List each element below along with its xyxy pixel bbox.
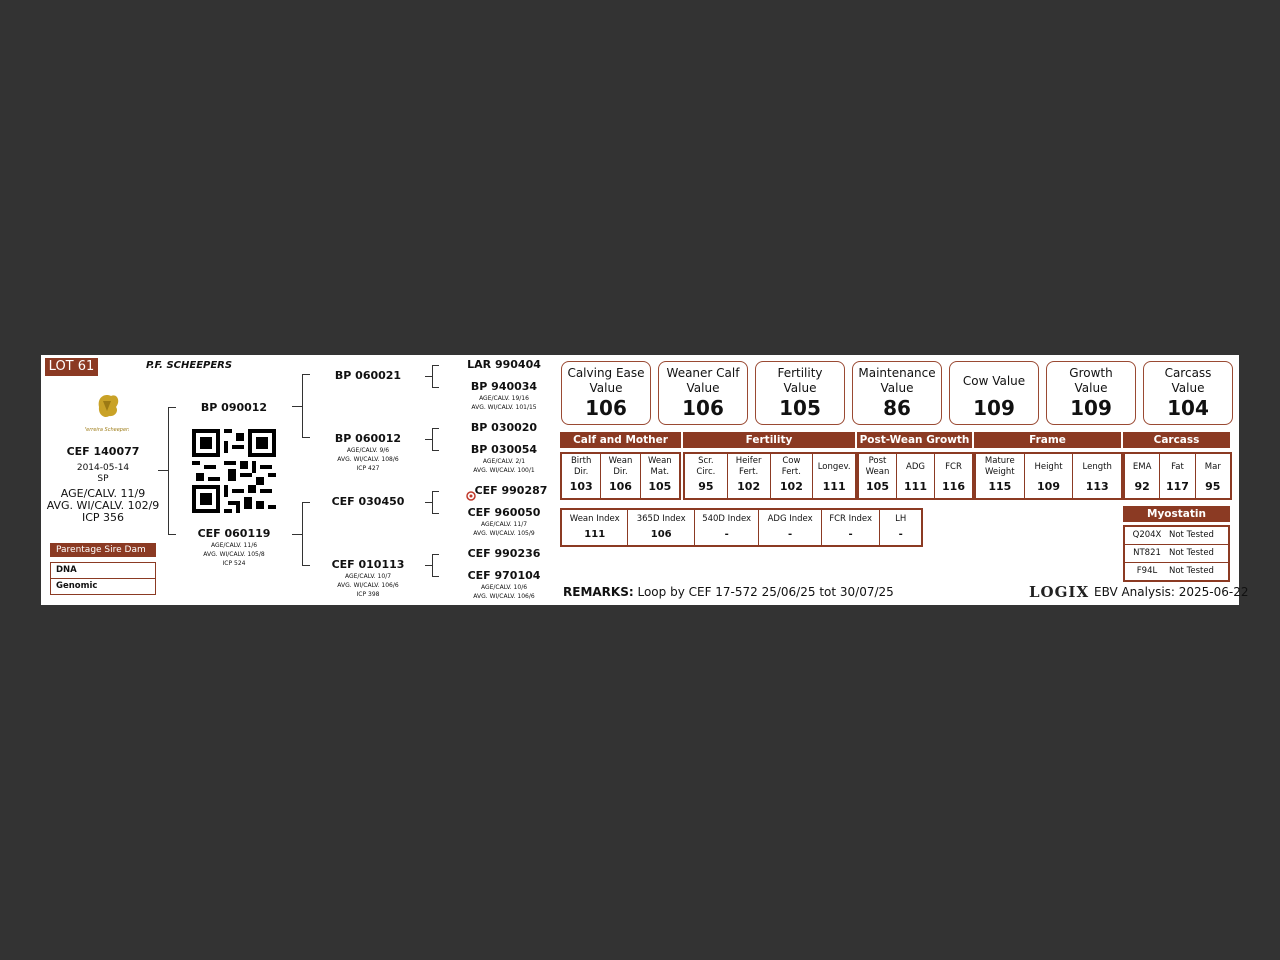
group-header-frame: Frame <box>974 432 1121 448</box>
index-value: - <box>724 529 729 540</box>
value-title-line2: Value <box>1074 381 1108 395</box>
ebv-value: 102 <box>779 480 803 493</box>
value-box-title <box>1047 366 1135 396</box>
value-title-line1: Growth <box>1069 366 1113 380</box>
ebv-cell <box>859 454 897 498</box>
myostatin-row <box>1125 545 1228 563</box>
cow-value-box <box>949 361 1039 425</box>
myostatin-row <box>1125 563 1228 580</box>
ebv-label: Longev. <box>817 461 851 472</box>
index-label: LH <box>895 513 907 524</box>
ebv-label: Mar <box>1204 461 1221 472</box>
sire-dam-age-calv: AGE/CALV. 9/6 <box>346 447 390 454</box>
dds-id: CEF 990236 <box>467 547 541 560</box>
sire-dam-avg-wi: AVG. WI/CALV. 108/6 <box>337 456 399 463</box>
lot-badge: LOT 61 <box>45 358 98 376</box>
value-title-line2: Value <box>880 381 914 395</box>
logix-logo: LOGIX <box>1029 583 1090 601</box>
group-post-wean <box>857 452 974 500</box>
value-box-number: 104 <box>1167 396 1209 420</box>
ebv-value: 106 <box>609 480 632 493</box>
value-box-number: 106 <box>585 396 627 420</box>
myostatin-gene: NT821 <box>1133 548 1161 558</box>
dam-dam-id: CEF 010113 <box>331 558 405 571</box>
index-cell <box>562 510 628 545</box>
ebv-label: Heifer Fert. <box>735 456 762 477</box>
dsd-id: CEF 960050 <box>467 506 541 519</box>
value-title-line1: Maintenance <box>858 366 936 380</box>
index-value: 106 <box>650 529 672 540</box>
ebv-label: Scr. Circ. <box>696 456 716 477</box>
ebv-cell <box>1073 454 1121 498</box>
value-box-number: 105 <box>779 396 821 420</box>
ebv-label: Birth Dir. <box>570 456 592 477</box>
myostatin-result: Not Tested <box>1169 548 1214 558</box>
value-box-title <box>756 366 844 396</box>
ebv-value: 117 <box>1166 480 1189 493</box>
parentage-table <box>50 543 156 595</box>
ebv-cell <box>935 454 972 498</box>
value-box-title <box>853 366 941 396</box>
ebv-value: 95 <box>1205 480 1221 493</box>
dam-id: CEF 060119 <box>197 527 271 540</box>
index-label: ADG Index <box>767 513 813 524</box>
animal-icp: ICP 356 <box>81 511 125 524</box>
sdd-id: BP 030054 <box>470 443 538 456</box>
dam-sire-id: CEF 030450 <box>331 495 405 508</box>
value-box-number: 109 <box>973 396 1015 420</box>
qr-code[interactable] <box>192 429 276 517</box>
sire-sire-id: BP 060021 <box>334 369 402 382</box>
ebv-value: 111 <box>822 480 846 493</box>
ebv-cell <box>813 454 855 498</box>
parentage-row-genomic: Genomic <box>50 579 156 595</box>
dam-icp: ICP 524 <box>222 560 246 567</box>
ddd-id: CEF 970104 <box>467 569 541 582</box>
value-box-title <box>562 366 650 396</box>
ebv-cell <box>897 454 935 498</box>
value-box-number: 109 <box>1070 396 1112 420</box>
ebv-value: 115 <box>988 480 1012 493</box>
ebv-cell <box>641 454 679 498</box>
ebv-label: Fat <box>1171 461 1184 472</box>
value-box-number: 106 <box>682 396 724 420</box>
carcass-value-box <box>1143 361 1233 425</box>
ssd-age-calv: AGE/CALV. 19/16 <box>479 395 529 402</box>
value-title-line1: Fertility <box>777 366 823 380</box>
ebv-label: Mature Weight <box>984 456 1015 477</box>
ebv-value: 111 <box>904 480 927 493</box>
value-title-line1: Calving Ease <box>567 366 645 380</box>
ebv-label: Wean Dir. <box>608 456 633 477</box>
animal-age-calv: AGE/CALV. 11/9 <box>60 487 146 500</box>
lot-card <box>41 355 1249 605</box>
remarks-text: Loop by CEF 17-572 25/06/25 tot 30/07/25 <box>637 585 894 599</box>
logo-text: Ferreira Scheepers <box>85 427 129 433</box>
myostatin-header: Myostatin <box>1123 506 1230 522</box>
ebv-value: 113 <box>1085 480 1109 493</box>
animal-dob: 2014-05-14 <box>76 463 130 473</box>
group-frame <box>974 452 1123 500</box>
value-title-line1: Carcass <box>1164 366 1212 380</box>
ebv-cell <box>771 454 814 498</box>
value-box-title <box>659 366 747 396</box>
index-cell <box>628 510 694 545</box>
value-title-line2: Value <box>686 381 720 395</box>
group-fertility <box>683 452 857 500</box>
value-box-title <box>950 366 1038 396</box>
group-header-post-wean: Post-Wean Growth <box>857 432 972 448</box>
maintenance-value-box <box>852 361 942 425</box>
calving-ease-value-box <box>561 361 651 425</box>
index-cell <box>759 510 821 545</box>
index-value: - <box>898 529 903 540</box>
myostatin-gene: F94L <box>1136 566 1158 576</box>
value-box-title <box>1144 366 1232 396</box>
ssd-id: BP 940034 <box>470 380 538 393</box>
ebv-value: 92 <box>1134 480 1150 493</box>
breeder-name: P.F. SCHEEPERS <box>146 360 233 371</box>
value-title-line2: Value <box>589 381 623 395</box>
ebv-label: Length <box>1082 461 1112 472</box>
ebv-label: EMA <box>1132 461 1152 472</box>
sss-id: LAR 990404 <box>467 358 541 371</box>
ebv-label: ADG <box>906 461 925 472</box>
index-label: FCR Index <box>829 513 873 524</box>
ebv-value: 116 <box>942 480 965 493</box>
ebv-value: 109 <box>1037 480 1060 493</box>
dsd-avg-wi: AVG. WI/CALV. 105/9 <box>473 530 535 537</box>
remarks <box>563 585 894 599</box>
parentage-header: Parentage Sire Dam <box>50 543 156 557</box>
dam-age-calv: AGE/CALV. 11/6 <box>210 542 258 549</box>
ebv-cell <box>1196 454 1230 498</box>
group-header-calf-mother: Calf and Mother <box>560 432 681 448</box>
breeder-logo <box>85 387 129 435</box>
dam-dam-icp: ICP 398 <box>356 591 380 598</box>
sdd-age-calv: AGE/CALV. 2/1 <box>482 458 526 465</box>
animal-status: SP <box>97 474 109 484</box>
parentage-row-dna: DNA <box>50 562 156 579</box>
fertility-value-box <box>755 361 845 425</box>
group-calf-mother <box>560 452 681 500</box>
myostatin-table <box>1123 525 1230 582</box>
myostatin-gene: Q204X <box>1132 530 1162 540</box>
sdd-avg-wi: AVG. WI/CALV. 100/1 <box>473 467 535 474</box>
ebv-cell <box>685 454 728 498</box>
group-header-fertility: Fertility <box>683 432 855 448</box>
index-value: - <box>788 529 793 540</box>
animal-id: CEF 140077 <box>66 445 140 458</box>
dam-dam-age-calv: AGE/CALV. 10/7 <box>344 573 392 580</box>
value-title-line2: Value <box>1171 381 1205 395</box>
ebv-cell <box>601 454 640 498</box>
index-label: Wean Index <box>569 513 620 524</box>
ebv-cell <box>728 454 771 498</box>
group-carcass <box>1123 452 1232 500</box>
dsd-age-calv: AGE/CALV. 11/7 <box>480 521 528 528</box>
ebv-value: 105 <box>648 480 672 493</box>
index-table <box>560 508 923 547</box>
value-title-line1: Weaner Calf <box>666 366 740 380</box>
value-box-number: 86 <box>883 396 911 420</box>
ebv-cell <box>1160 454 1195 498</box>
ebv-cell <box>1025 454 1074 498</box>
index-cell <box>822 510 881 545</box>
index-cell <box>880 510 921 545</box>
group-header-carcass: Carcass <box>1123 432 1230 448</box>
ebv-label: FCR <box>945 461 962 472</box>
ebv-label: Height <box>1034 461 1063 472</box>
dam-avg-wi: AVG. WI/CALV. 105/8 <box>203 551 265 558</box>
index-label: 365D Index <box>636 513 686 524</box>
weaner-calf-value-box <box>658 361 748 425</box>
value-title-line1: Cow Value <box>962 373 1026 388</box>
sire-dam-icp: ICP 427 <box>356 465 380 472</box>
animal-avg-wi: AVG. WI/CALV. 102/9 <box>46 499 160 512</box>
ebv-cell <box>1125 454 1160 498</box>
value-title-line2: Value <box>783 381 817 395</box>
index-label: 540D Index <box>702 513 752 524</box>
index-cell <box>695 510 759 545</box>
remarks-label: REMARKS: <box>563 585 634 599</box>
index-value: - <box>848 529 853 540</box>
ssd-avg-wi: AVG. WI/CALV. 101/15 <box>471 404 537 411</box>
ebv-analysis-date: EBV Analysis: 2025-06-22 <box>1094 585 1249 599</box>
ebv-value: 102 <box>737 480 761 493</box>
growth-value-box <box>1046 361 1136 425</box>
myostatin-result: Not Tested <box>1169 530 1214 540</box>
ebv-value: 105 <box>866 480 889 493</box>
myostatin-row <box>1125 527 1228 545</box>
sire-dam-id: BP 060012 <box>334 432 402 445</box>
ebv-value: 103 <box>569 480 593 493</box>
ebv-cell <box>562 454 601 498</box>
ebv-cell <box>976 454 1025 498</box>
sire-id: BP 090012 <box>200 401 268 414</box>
dss-id: CEF 990287 <box>474 484 548 497</box>
sds-id: BP 030020 <box>470 421 538 434</box>
ebv-label: Wean Mat. <box>647 456 672 477</box>
index-value: 111 <box>584 529 606 540</box>
ebv-label: Post Wean <box>865 456 890 477</box>
ebv-value: 95 <box>698 480 714 493</box>
ddd-age-calv: AGE/CALV. 10/6 <box>480 584 528 591</box>
myostatin-result: Not Tested <box>1169 566 1214 576</box>
dam-dam-avg-wi: AVG. WI/CALV. 106/6 <box>337 582 399 589</box>
ebv-label: Cow Fert. <box>781 456 801 477</box>
ddd-avg-wi: AVG. WI/CALV. 106/6 <box>473 593 535 600</box>
